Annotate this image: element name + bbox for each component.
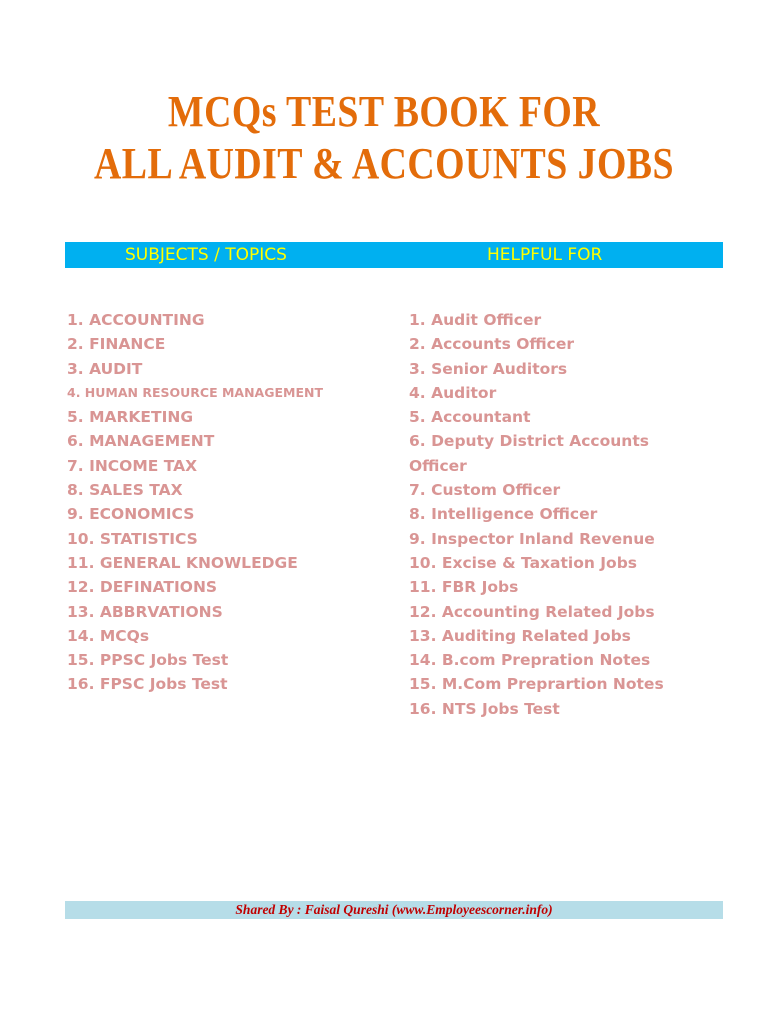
helpful-for-list — [409, 308, 664, 721]
helpful-for-item: 11. FBR Jobs — [409, 578, 519, 597]
document-title-line-1: MCQs TEST BOOK FOR — [167, 87, 601, 136]
column-header-bar — [65, 242, 723, 268]
subject-item: 1. ACCOUNTING — [67, 311, 205, 329]
footer-bar — [65, 901, 723, 919]
subject-item: 9. ECONOMICS — [67, 505, 195, 524]
subject-item: 14. MCQs — [67, 626, 150, 645]
helpful-for-item: 5. Accountant — [409, 408, 531, 427]
helpful-for-item: 2. Accounts Officer — [409, 335, 574, 354]
helpful-for-item: 13. Auditing Related Jobs — [409, 626, 631, 645]
helpful-for-item: 16. NTS Jobs Test — [409, 699, 560, 718]
subjects-column-header: SUBJECTS / TOPICS — [125, 245, 287, 265]
subject-item: 4. HUMAN RESOURCE MANAGEMENT — [67, 384, 323, 400]
helpful-for-item: Officer — [409, 456, 467, 475]
helpful-for-item: 12. Accounting Related Jobs — [409, 602, 655, 621]
footer-credit: Shared By : Faisal Qureshi (www.Employeescorner.info) — [235, 902, 553, 917]
subject-item: 3. AUDIT — [67, 359, 143, 378]
subject-item: 11. GENERAL KNOWLEDGE — [67, 553, 298, 572]
subject-item: 8. SALES TAX — [67, 481, 183, 500]
helpful-for-item: 14. B.com Prepration Notes — [409, 651, 651, 670]
helpful-for-item: 8. Intelligence Officer — [409, 505, 598, 524]
subject-item: 6. MANAGEMENT — [67, 432, 215, 451]
helpful-for-item: 4. Auditor — [409, 383, 497, 402]
helpful-for-item: 7. Custom Officer — [409, 481, 561, 500]
subject-item: 16. FPSC Jobs Test — [67, 675, 228, 694]
subject-item: 13. ABBRVATIONS — [67, 602, 223, 621]
subjects-list — [67, 308, 323, 697]
subject-item: 12. DEFINATIONS — [67, 578, 218, 597]
helpful-for-item: 9. Inspector Inland Revenue — [409, 529, 655, 548]
subject-item: 7. INCOME TAX — [67, 456, 198, 475]
subject-item: 10. STATISTICS — [67, 529, 198, 548]
helpful-for-item: 15. M.Com Preprartion Notes — [409, 675, 664, 694]
helpful-for-item: 6. Deputy District Accounts — [409, 432, 649, 451]
helpful-for-column-header: HELPFUL FOR — [487, 245, 603, 265]
helpful-for-item: 10. Excise & Taxation Jobs — [409, 553, 638, 572]
subject-item: 15. PPSC Jobs Test — [67, 651, 229, 670]
helpful-for-item: 1. Audit Officer — [409, 311, 542, 329]
subject-item: 5. MARKETING — [67, 408, 194, 427]
document-title-line-2: ALL AUDIT & ACCOUNTS JOBS — [94, 139, 674, 188]
helpful-for-item: 3. Senior Auditors — [409, 359, 568, 378]
subject-item: 2. FINANCE — [67, 335, 166, 354]
